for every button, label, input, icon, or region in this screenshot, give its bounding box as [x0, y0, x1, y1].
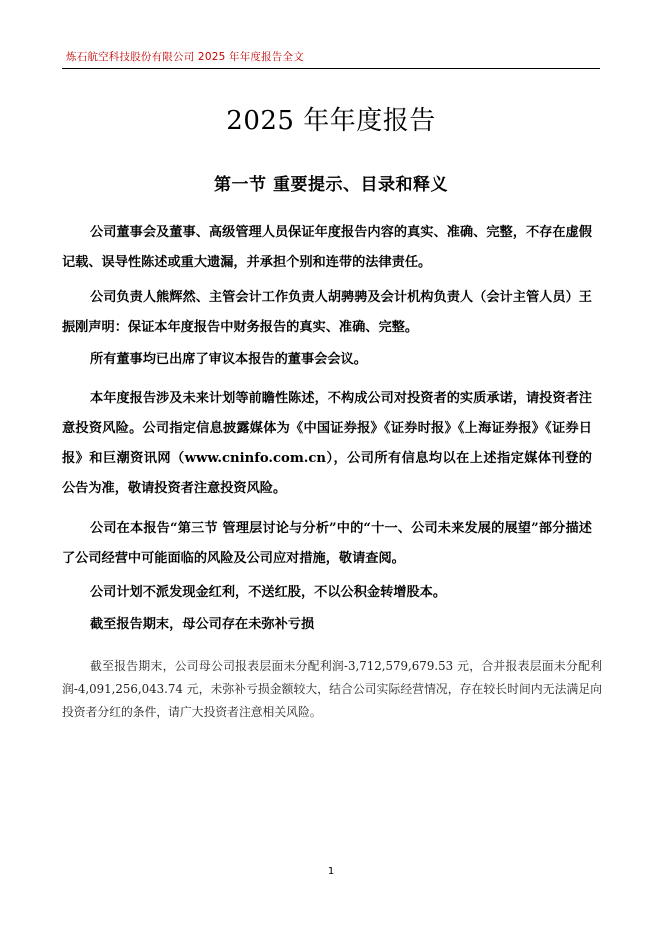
paragraph-dividend-plan: 公司计划不派发现金红利，不送红股，不以公积金转增股本。 — [90, 585, 447, 600]
report-title: 2025 年年度报告 — [226, 106, 436, 136]
section-title: 第一节 重要提示、目录和释义 — [214, 175, 448, 195]
header-divider — [62, 68, 600, 69]
paragraph-board-guarantee: 公司董事会及董事、高级管理人员保证年度报告内容的真实、准确、完整，不存在虚假记载、误导性陈述或重大遗漏，并承担个别和连带的法律责任。 — [62, 225, 592, 270]
paragraph-loss-note: 截至报告期末，公司母公司报表层面未分配利润-3,712,579,679.53 元，合并报表层面未分配利润-4,091,256,043.74 元，未弥补亏损金额较大，结合公司实际经营情况，存在较长时间内无法满足向投资者分红的条件，请广大投资者注意相关风险。 — [62, 659, 602, 719]
paragraph-responsible-persons: 公司负责人熊辉然、主管会计工作负责人胡骋骋及会计机构负责人（会计主管人员）王振刚声明：保证本年度报告中财务报告的真实、准确、完整。 — [62, 290, 592, 335]
running-header: 炼石航空科技股份有限公司 2025 年年度报告全文 — [66, 51, 304, 63]
paragraph-forward-looking: 本年度报告涉及未来计划等前瞻性陈述，不构成公司对投资者的实质承诺，请投资者注意投资风险。公司指定信息披露媒体为《中国证券报》《证券时报》《上海证券报》《证券日报》和巨潮资讯网（www.cninfo.com.cn），公司所有信息均以在上述指定媒体刊登的公告为准，敬请投资者注意投资风险。 — [62, 391, 592, 496]
paragraph-risk-reference: 公司在本报告“第三节 管理层讨论与分析”中的“十一、公司未来发展的展望”部分描述了公司经营中可能面临的风险及公司应对措施，敬请查阅。 — [62, 521, 592, 566]
page-number: 1 — [327, 866, 335, 877]
paragraph-uncovered-loss: 截至报告期末，母公司存在未弥补亏损 — [90, 617, 315, 632]
paragraph-directors-attendance: 所有董事均已出席了审议本报告的董事会会议。 — [90, 352, 367, 367]
